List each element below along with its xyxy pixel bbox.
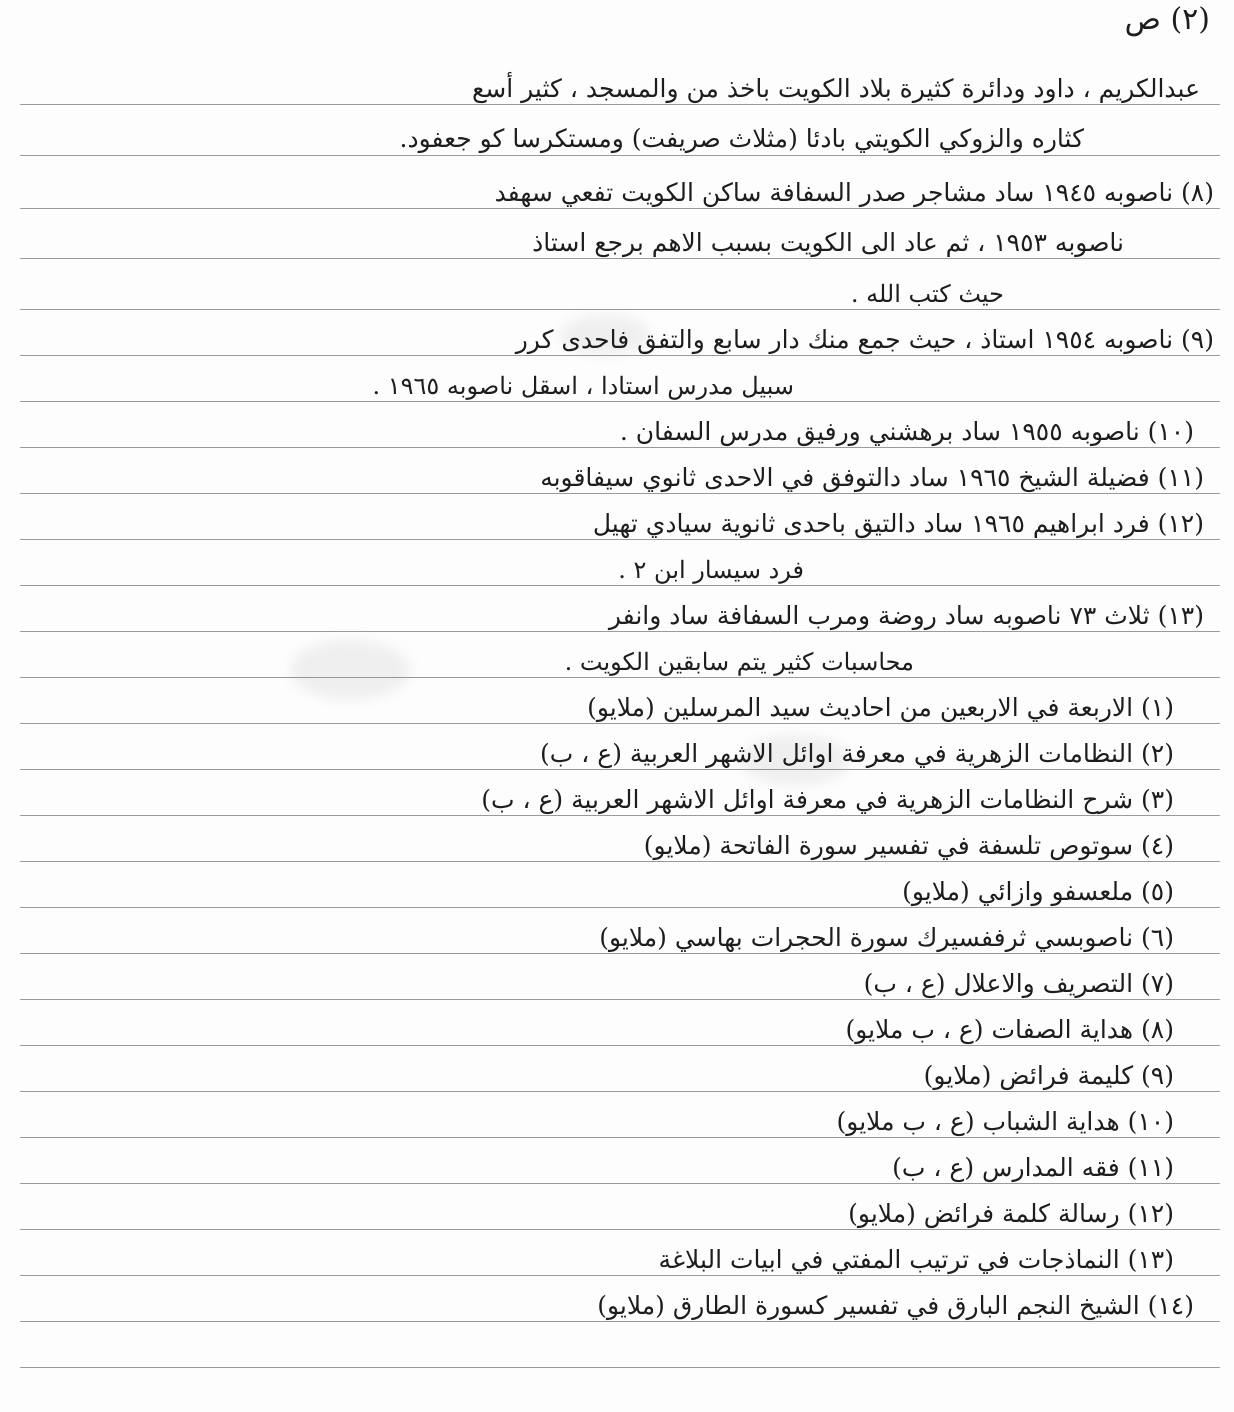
text-line: فرد سيسار ابن ٢ .	[618, 556, 804, 584]
text-line: ناصوبه ١٩٥٣ ، ثم عاد الى الكويت بسبب الاهم برجع استاذ	[532, 228, 1124, 257]
text-line: (٣) شرح النظامات الزهرية في معرفة اوائل الاشهر العربية (ع ، ب)	[481, 785, 1174, 814]
text-line: (٨) ناصوبه ١٩٤٥ ساد مشاجر صدر السفافة ساكن الكويت تفعي سهفد	[494, 178, 1214, 207]
text-line: (٤) سوتوص تلسفة في تفسير سورة الفاتحة (ملايو)	[643, 831, 1174, 860]
text-line: كثاره والزوكي الكويتي بادئا (مثلاث صريفت) ومستكرسا كو جعفود.	[399, 124, 1084, 153]
text-line: (١) الاربعة في الاربعين من احاديث سيد المرسلين (ملايو)	[587, 693, 1174, 722]
text-line: محاسبات كثير يتم سابقين الكويت .	[564, 648, 914, 676]
text-line: (١٢) فرد ابراهيم ١٩٦٥ ساد دالتيق باحدى ثانوية سيادي تهيل	[592, 509, 1204, 538]
text-line: (١٣) النماذجات في ترتيب المفتي في ابيات البلاغة	[658, 1245, 1174, 1274]
text-line: (٦) ناصوبسي ثرففسيرك سورة الحجرات بهاسي (ملايو)	[599, 923, 1174, 952]
text-line: (١١) فضيلة الشيخ ١٩٦٥ ساد دالتوفق في الاحدى ثانوي سيفاقوبه	[540, 463, 1204, 492]
text-line: (١٤) الشيخ النجم البارق في تفسير كسورة الطارق (ملايو)	[597, 1291, 1194, 1320]
text-line: (١١) فقه المدارس (ع ، ب)	[892, 1153, 1174, 1182]
text-line: حيث كتب الله .	[850, 280, 1004, 308]
ink-smudge	[290, 640, 410, 700]
text-line: (١٢) رسالة كلمة فرائض (ملايو)	[848, 1199, 1174, 1228]
ruled-line	[20, 309, 1220, 310]
text-line: سبيل مدرس استادا ، اسقل ناصوبه ١٩٦٥ .	[372, 372, 794, 400]
text-line: عبدالكريم ، داود ودائرة كثيرة بلاد الكويت باخذ من والمسجد ، كثير أسع	[471, 74, 1200, 103]
text-line: (٩) كليمة فرائض (ملايو)	[923, 1061, 1174, 1090]
text-line: (٨) هداية الصفات (ع ، ب ملايو)	[845, 1015, 1174, 1044]
text-line: (٩) ناصوبه ١٩٥٤ استاذ ، حيث جمع منك دار سابع والتفق فاحدى كرر	[515, 325, 1214, 354]
text-line: (٧) التصريف والاعلال (ع ، ب)	[863, 969, 1174, 998]
text-line: (١٠) هداية الشباب (ع ، ب ملايو)	[836, 1107, 1174, 1136]
text-line: (١٠) ناصوبه ١٩٥٥ ساد برهشني ورفيق مدرس السفان .	[619, 417, 1194, 446]
text-line: (١٣) ثلاث ٧٣ ناصوبه ساد روضة ومرب السفافة ساد وانفر	[608, 601, 1204, 630]
text-line: (٢) النظامات الزهرية في معرفة اوائل الاشهر العربية (ع ، ب)	[540, 739, 1174, 768]
ruled-line	[20, 1367, 1220, 1368]
text-line: (٥) ملعسفو وازائي (ملايو)	[902, 877, 1174, 906]
page-number: (٢) ص	[1124, 2, 1210, 37]
